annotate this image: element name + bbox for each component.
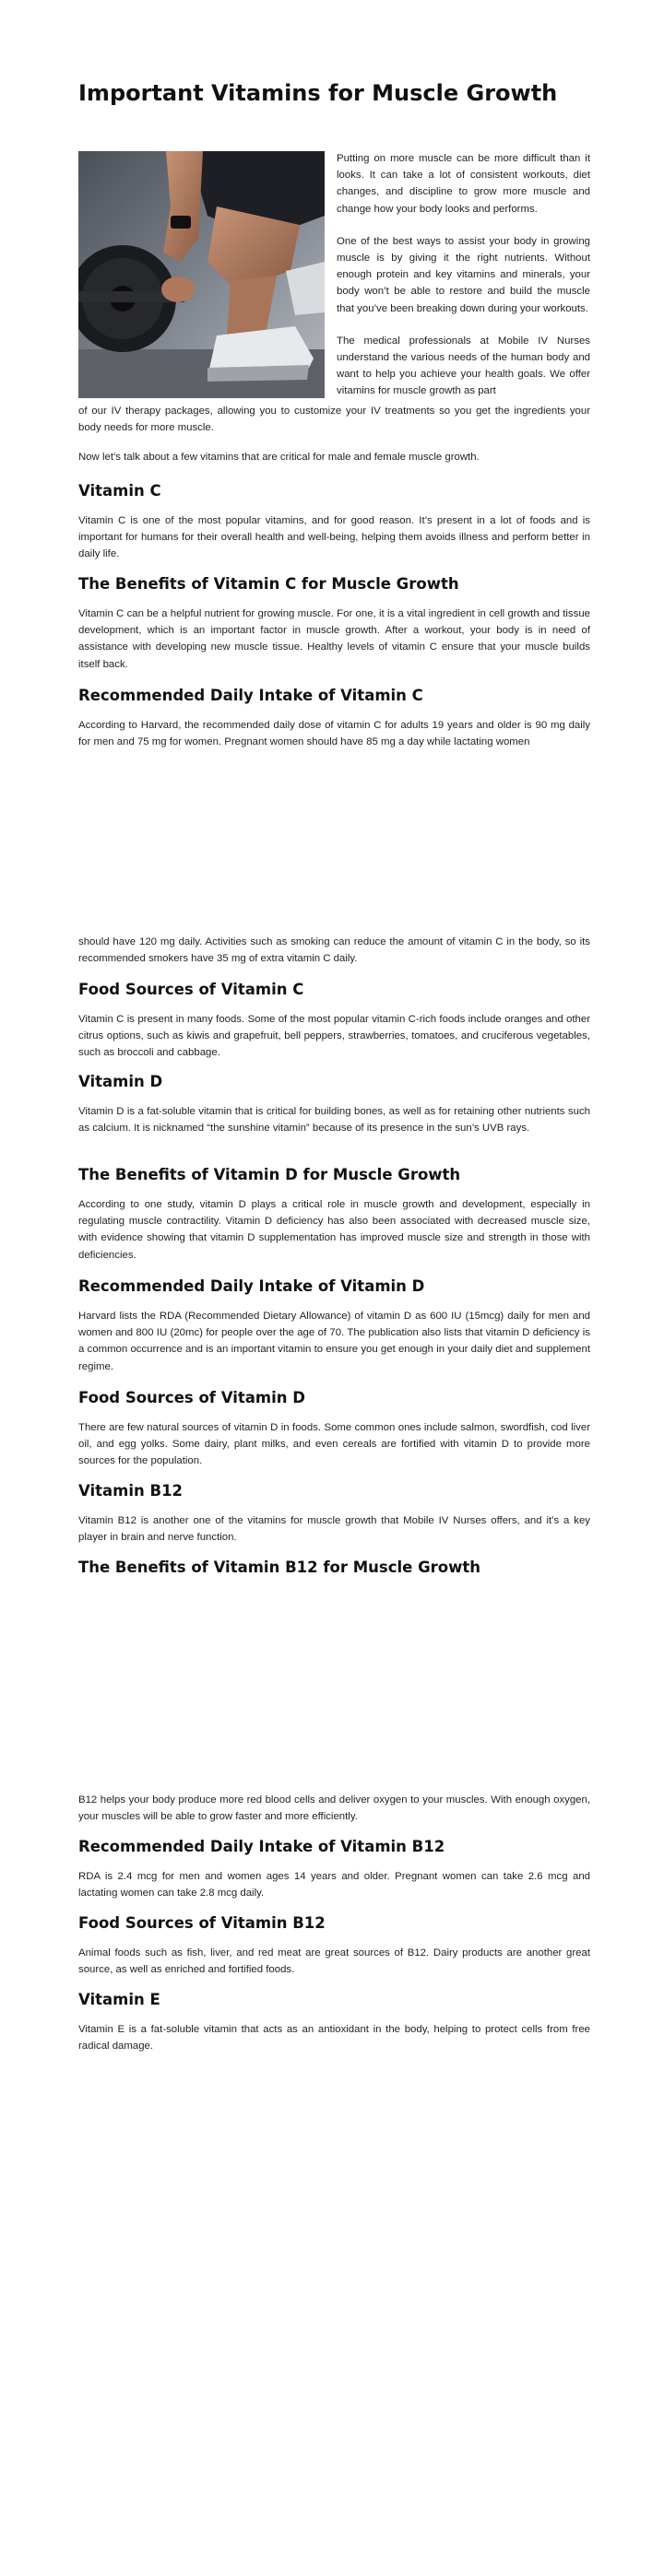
vitamin-b12-food-heading: Food Sources of Vitamin B12 <box>78 1914 326 1932</box>
vitamin-d-food-heading: Food Sources of Vitamin D <box>78 1389 305 1406</box>
intro-paragraph-3-continued: of our IV therapy packages, allowing you to customize your IV treatments so you get the ingredients your body needs for more muscle. <box>78 406 590 434</box>
intro-paragraph-3-wrap: The medical professionals at Mobile IV Nurses understand the various needs of the human body and want to help you achieve your health goals. We offer vitamins for muscle growth as part <box>337 335 590 397</box>
vitamin-b12-food-text: Animal foods such as fish, liver, and red meat are great sources of B12. Dairy products are another great source, as well as enriched and fortified foods. <box>78 1947 590 1976</box>
intro-paragraph-4: Now let’s talk about a few vitamins that are critical for male and female muscle growth. <box>78 452 480 463</box>
intro-wrap <box>337 150 590 400</box>
workout-photo <box>78 151 325 398</box>
vitamin-d-text: Vitamin D is a fat-soluble vitamin that is critical for building bones, as well as for retaining other nutrients such as calcium. It is nicknamed “the sunshine vitamin” because of its presence in the sun’s UVB rays. <box>78 1106 590 1135</box>
vitamin-e-text: Vitamin E is a fat-soluble vitamin that acts as an antioxidant in the body, helping to protect cells from free radical damage. <box>78 2024 590 2053</box>
vitamin-c-heading: Vitamin C <box>78 482 161 500</box>
vitamin-c-benefits-heading: The Benefits of Vitamin C for Muscle Growth <box>78 575 459 593</box>
vitamin-c-intake-text-a: According to Harvard, the recommended daily dose of vitamin C for adults 19 years and older is 90 mg daily for men and 75 mg for women. Pregnant women should have 85 mg a day while lactating women <box>78 720 590 748</box>
intro-paragraph-2: One of the best ways to assist your body in growing muscle is by giving it the right nutrients. Without enough protein and key vitamins and minerals, your body won’t be able to restore and build the muscle that you’ve been breaking down during your workouts. <box>337 235 590 314</box>
vitamin-d-intake-heading: Recommended Daily Intake of Vitamin D <box>78 1277 425 1295</box>
vitamin-d-heading: Vitamin D <box>78 1073 163 1090</box>
vitamin-e-heading: Vitamin E <box>78 1991 160 2008</box>
vitamin-d-benefits-heading: The Benefits of Vitamin D for Muscle Growth <box>78 1166 461 1183</box>
vitamin-b12-intake-text: RDA is 2.4 mcg for men and women ages 14 years and older. Pregnant women can take 2.6 mcg and lactating women can take 2.8 mcg daily. <box>78 1871 590 1900</box>
vitamin-c-intake-heading: Recommended Daily Intake of Vitamin C <box>78 687 423 704</box>
page-title: Important Vitamins for Muscle Growth <box>78 80 558 106</box>
vitamin-b12-benefits-heading: The Benefits of Vitamin B12 for Muscle Growth <box>78 1559 481 1576</box>
vitamin-b12-benefits-text: B12 helps your body produce more red blood cells and deliver oxygen to your muscles. With enough oxygen, your muscles will be able to grow faster and more efficiently. <box>78 1794 590 1823</box>
intro-paragraph-1: Putting on more muscle can be more difficult than it looks. It can take a lot of consistent workouts, diet changes, and discipline to grow more muscle and change how your body looks and performs. <box>337 153 590 215</box>
vitamin-d-benefits-text: According to one study, vitamin D plays a critical role in muscle growth and development, especially in regulating muscle contractility. Vitamin D deficiency has also been associated with decreased muscle size, with evidence showing that vitamin D supplementation has improved muscle size and strength in those with deficiencies. <box>78 1199 590 1261</box>
vitamin-c-intake-text-b: should have 120 mg daily. Activities such as smoking can reduce the amount of vitamin C in the body, so its recommended smokers have 35 mg of extra vitamin C daily. <box>78 936 590 965</box>
vitamin-c-food-text: Vitamin C is present in many foods. Some of the most popular vitamin C-rich foods include oranges and other citrus options, such as kiwis and grapefruit, bell peppers, strawberries, tomatoes, and cruciferous vegetables, such as broccoli and cabbage. <box>78 1014 590 1059</box>
vitamin-c-text: Vitamin C is one of the most popular vitamins, and for good reason. It’s present in a lot of foods and is important for humans for their overall health and well-being, helping them avoids illness and perform better in daily life. <box>78 515 590 560</box>
vitamin-c-benefits-text: Vitamin C can be a helpful nutrient for growing muscle. For one, it is a vital ingredient in cell growth and tissue development, which is an important factor in muscle growth. After a workout, your body is in need of assistance with developing new muscle tissue. Healthy levels of vitamin C ensure that your muscle builds itself back. <box>78 608 590 670</box>
vitamin-d-intake-text: Harvard lists the RDA (Recommended Dietary Allowance) of vitamin D as 600 IU (15mcg) daily for men and women and 800 IU (20mc) for people over the age of 70. The publication also lists that vitamin D deficiency is a common occurrence and is an important vitamin to ensure you get enough in your daily diet and supplement regime. <box>78 1311 590 1372</box>
vitamin-b12-text: Vitamin B12 is another one of the vitamins for muscle growth that Mobile IV Nurses offers, and it’s a key player in brain and nerve function. <box>78 1515 590 1544</box>
vitamin-b12-intake-heading: Recommended Daily Intake of Vitamin B12 <box>78 1838 445 1855</box>
vitamin-c-food-heading: Food Sources of Vitamin C <box>78 981 304 998</box>
vitamin-d-food-text: There are few natural sources of vitamin D in foods. Some common ones include salmon, swordfish, cod liver oil, and egg yolks. Some dairy, plant milks, and even cereals are fortified with vitamin D to provide more sources for the population. <box>78 1422 590 1467</box>
vitamin-b12-heading: Vitamin B12 <box>78 1482 184 1500</box>
